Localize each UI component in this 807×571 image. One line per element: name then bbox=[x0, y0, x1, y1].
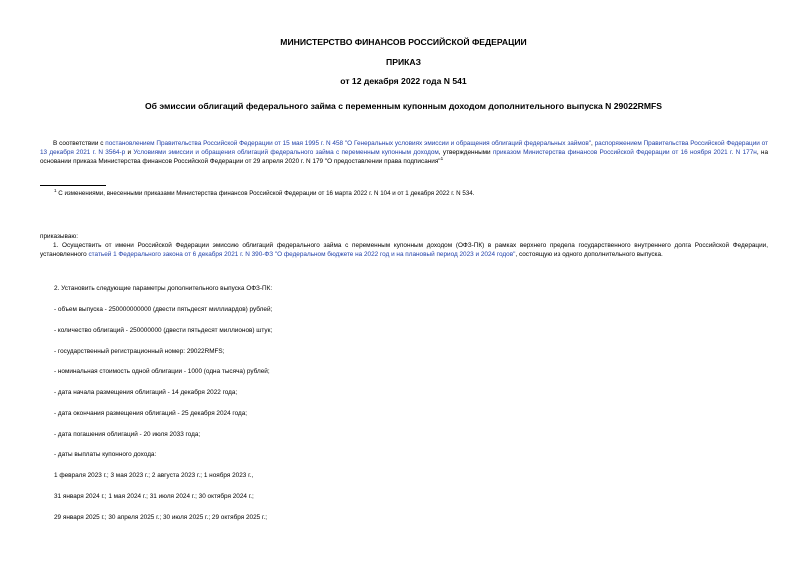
param-item: - государственный регистрационный номер: 29022RMFS; bbox=[54, 348, 225, 355]
footnote-divider bbox=[40, 185, 106, 186]
param-item: - даты выплаты купонного дохода: bbox=[54, 451, 157, 458]
param-item: - дата погашения облигаций - 20 июля 2033 года; bbox=[54, 431, 201, 438]
preamble-text: , на основании приказа Министерства финансов Российской Федерации от 29 апреля 2020 г. N 179 "О предоставлении права подписания" bbox=[40, 149, 769, 166]
document-title: Об эмиссии облигаций федерального займа с переменным купонным доходом дополнительного выпуска N 29022RMFS bbox=[145, 101, 662, 111]
link-rasporyazhenie-3564r[interactable]: распоряжением Правительства Российской Федерации от 13 декабря 2021 г. N 3564-р bbox=[40, 140, 768, 157]
coupon-dates-line: 29 января 2025 г.; 30 апреля 2025 г.; 30 июля 2025 г.; 29 октября 2025 г.; bbox=[54, 514, 268, 521]
footnote bbox=[54, 187, 475, 197]
paragraph-text: , состоящую из одного дополнительного выпуска. bbox=[515, 251, 663, 259]
preamble-text: В соответствии с bbox=[53, 140, 106, 147]
link-prikaz-177n[interactable]: приказом Министерства финансов Российской Федерации от 16 ноября 2021 г. N 177н bbox=[492, 149, 757, 157]
preamble-text: и bbox=[125, 149, 134, 157]
preamble-text: , bbox=[590, 140, 595, 147]
order-paragraph-1 bbox=[40, 241, 768, 259]
paragraph-text: 1. Осуществить от имени Российской Федерации эмиссию облигаций федерального займа с переменным купонным доходом (ОФЗ-ПК) в рамках верхнего предела государственного внутреннего долга Российской Федерации, установленного bbox=[40, 242, 768, 259]
footnote-mark: 1 bbox=[54, 187, 57, 193]
preamble-paragraph bbox=[40, 139, 768, 167]
document-date-number: от 12 декабря 2022 года N 541 bbox=[340, 76, 467, 86]
order-paragraph-2: 2. Установить следующие параметры дополнительного выпуска ОФЗ-ПК: bbox=[54, 285, 273, 292]
param-item: - номинальная стоимость одной облигации - 1000 (одна тысяча) рублей; bbox=[54, 368, 270, 375]
preamble-text: , утвержденными bbox=[438, 149, 493, 157]
link-usloviya-emissii[interactable]: Условиями эмиссии и обращения облигаций федерального займа с переменным купонным доходом bbox=[133, 149, 439, 157]
footnote-ref[interactable]: 1 bbox=[440, 156, 444, 162]
param-item: - количество облигаций - 250000000 (двести пятьдесят миллионов) штук; bbox=[54, 327, 273, 334]
link-federal-law-390fz[interactable]: статьей 1 Федерального закона от 6 декабря 2021 г. N 390-ФЗ "О федеральном бюджете на 2022 год и на плановый период 2023 и 2024 годов" bbox=[88, 251, 516, 259]
link-postanovlenie-458[interactable]: постановлением Правительства Российской Федерации от 15 мая 1995 г. N 458 "О Генеральных условиях эмиссии и обращения облигаций федеральных займов" bbox=[105, 140, 591, 147]
param-item: - дата окончания размещения облигаций - 25 декабря 2024 года; bbox=[54, 410, 248, 417]
order-word: приказываю: bbox=[40, 233, 78, 240]
ministry-heading: МИНИСТЕРСТВО ФИНАНСОВ РОССИЙСКОЙ ФЕДЕРАЦИИ bbox=[280, 37, 527, 47]
footnote-text: С изменениями, внесенными приказами Министерства финансов Российской Федерации от 16 марта 2022 г. N 104 и от 1 декабря 2022 г. N 534. bbox=[56, 190, 475, 197]
coupon-dates-line: 31 января 2024 г.; 1 мая 2024 г.; 31 июля 2024 г.; 30 октября 2024 г.; bbox=[54, 493, 254, 500]
param-item: - объем выпуска - 250000000000 (двести пятьдесят миллиардов) рублей; bbox=[54, 306, 273, 313]
param-item: - дата начала размещения облигаций - 14 декабря 2022 года; bbox=[54, 389, 238, 396]
coupon-dates-line: 1 февраля 2023 г.; 3 мая 2023 г.; 2 августа 2023 г.; 1 ноября 2023 г., bbox=[54, 472, 254, 479]
document-type: ПРИКАЗ bbox=[386, 57, 421, 67]
